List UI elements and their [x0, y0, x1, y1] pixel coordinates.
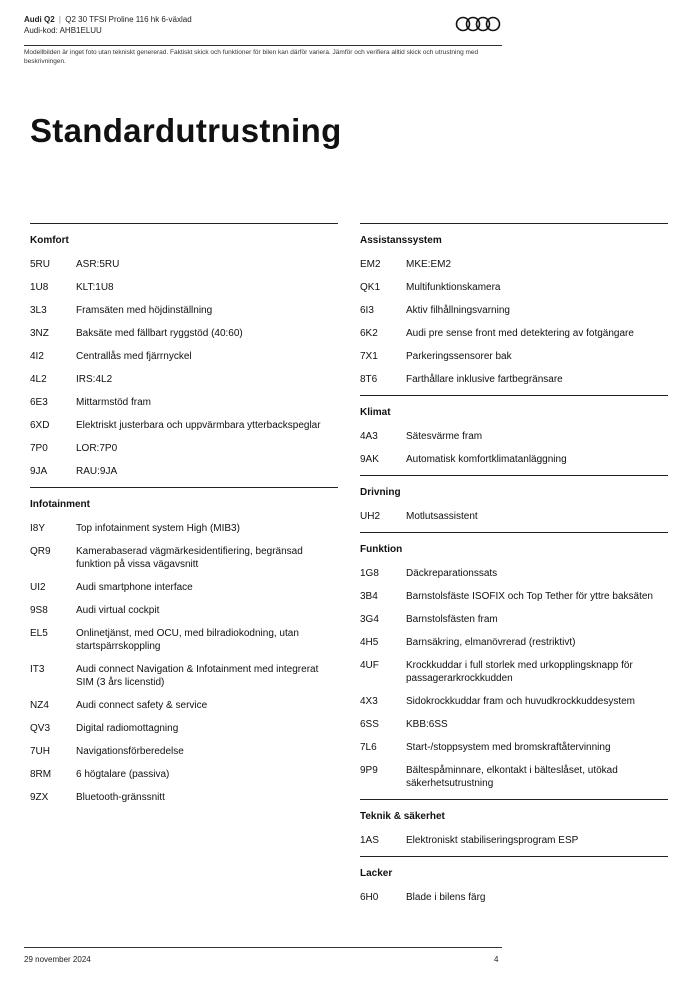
equipment-description: Bluetooth-gränssnitt	[76, 792, 165, 803]
equipment-description: Audi virtual cockpit	[76, 605, 160, 616]
equipment-description: Centrallås med fjärrnyckel	[76, 351, 192, 362]
equipment-description: Elektroniskt stabiliseringsprogram ESP	[406, 835, 579, 846]
equipment-description: KBB:6SS	[406, 719, 448, 730]
equipment-section	[360, 475, 668, 532]
equipment-code: QR9	[30, 546, 51, 557]
equipment-code: 9P9	[360, 765, 378, 776]
equipment-description: Barnstolsfästen fram	[406, 614, 498, 625]
equipment-code: 9AK	[360, 454, 379, 465]
equipment-code: 4I2	[30, 351, 44, 362]
equipment-description: MKE:EM2	[406, 259, 452, 270]
left-column	[30, 223, 338, 813]
equipment-description: Aktiv filhållningsvarning	[406, 305, 510, 316]
page-number: 4	[494, 955, 499, 964]
vehicle-title-line	[24, 14, 502, 25]
equipment-description: Framsäten med höjdinställning	[76, 305, 213, 316]
equipment-code: UH2	[360, 511, 381, 522]
equipment-item	[30, 299, 338, 322]
equipment-code: 8T6	[360, 374, 378, 385]
equipment-description: 6 högtalare (passiva)	[76, 769, 170, 780]
equipment-item	[360, 276, 668, 299]
equipment-description: Krockkuddar i full storlek med urkopplingsknapp för passagerarkrockkudden	[406, 660, 633, 684]
equipment-description: Start-/stoppsystem med bromskraftåtervinning	[406, 742, 611, 753]
equipment-code: 4X3	[360, 696, 378, 707]
equipment-section	[360, 856, 668, 913]
equipment-description: Mittarmstöd fram	[76, 397, 152, 408]
equipment-item	[360, 713, 668, 736]
equipment-code: 3NZ	[30, 328, 49, 339]
equipment-item	[360, 505, 668, 528]
equipment-description: Farthållare inklusive fartbegränsare	[406, 374, 563, 385]
equipment-description: Barnsäkring, elmanövrerad (restriktivt)	[406, 637, 576, 648]
model-name: Audi Q2	[24, 15, 55, 24]
equipment-code: 6E3	[30, 397, 48, 408]
equipment-code: 7UH	[30, 746, 51, 757]
equipment-description: LOR:7P0	[76, 443, 118, 454]
equipment-code: 4H5	[360, 637, 379, 648]
section-title: Drivning	[360, 487, 401, 498]
equipment-item	[360, 585, 668, 608]
equipment-description: Barnstolsfäste ISOFIX och Top Tether för yttre baksäten	[406, 591, 653, 602]
equipment-description: Automatisk komfortklimatanläggning	[406, 454, 567, 465]
equipment-item	[360, 736, 668, 759]
equipment-description: Audi smartphone interface	[76, 582, 193, 593]
equipment-item	[30, 345, 338, 368]
equipment-code: I8Y	[30, 523, 46, 534]
header-divider	[24, 45, 502, 46]
equipment-item	[360, 759, 668, 795]
disclaimer-text: Modellbilden är inget foto utan tekniskt genererad. Faktiskt skick och funktioner för bilen kan därför variera. Jämför och verifiera alltid skick och utrustning med beskrivningen.	[24, 49, 479, 65]
equipment-description: Audi pre sense front med detektering av fotgängare	[406, 328, 634, 339]
equipment-section	[30, 223, 338, 487]
equipment-code: 3B4	[360, 591, 378, 602]
footer-date: 29 november 2024	[24, 955, 91, 964]
equipment-item	[360, 654, 668, 690]
equipment-description: ASR:5RU	[76, 259, 120, 270]
equipment-item	[30, 517, 338, 540]
equipment-item	[360, 608, 668, 631]
equipment-description: Parkeringssensorer bak	[406, 351, 512, 362]
equipment-item	[360, 631, 668, 654]
equipment-item	[360, 368, 668, 391]
equipment-description: Kamerabaserad vägmärkesidentifiering, begränsad funktion på vissa vägavsnitt	[76, 546, 303, 570]
section-title: Funktion	[360, 544, 403, 555]
equipment-description: KLT:1U8	[76, 282, 114, 293]
title-separator: |	[58, 15, 61, 24]
equipment-item	[30, 763, 338, 786]
equipment-description: Onlinetjänst, med OCU, med bilradiokodning, utan startspärrskoppling	[76, 628, 299, 652]
equipment-code: 7P0	[30, 443, 48, 454]
equipment-description: Sidokrockkuddar fram och huvudkrockkuddesystem	[406, 696, 635, 707]
equipment-code: 7X1	[360, 351, 378, 362]
audi-code: Audi-kod: AHB1ELUU	[24, 26, 102, 35]
equipment-description: Bältespåminnare, elkontakt i bälteslåset, utökad säkerhetsutrustning	[406, 765, 618, 789]
equipment-item	[360, 448, 668, 471]
equipment-code: 6H0	[360, 892, 379, 903]
equipment-code: 4UF	[360, 660, 379, 671]
right-column	[360, 223, 668, 913]
equipment-code: 1AS	[360, 835, 379, 846]
equipment-description: Audi connect safety & service	[76, 700, 208, 711]
equipment-description: Top infotainment system High (MIB3)	[76, 523, 240, 534]
equipment-section	[360, 532, 668, 799]
equipment-code: 6SS	[360, 719, 379, 730]
model-variant: Q2 30 TFSI Proline 116 hk 6-växlad	[65, 15, 192, 24]
equipment-item	[360, 829, 668, 852]
equipment-item	[30, 391, 338, 414]
equipment-item	[360, 345, 668, 368]
equipment-item	[30, 437, 338, 460]
equipment-code: 1G8	[360, 568, 379, 579]
equipment-code: 9JA	[30, 466, 48, 477]
equipment-code: 1U8	[30, 282, 49, 293]
equipment-code: 4A3	[360, 431, 378, 442]
equipment-description: Elektriskt justerbara och uppvärmbara ytterbackspeglar	[76, 420, 321, 431]
equipment-code: 7L6	[360, 742, 377, 753]
equipment-item	[360, 299, 668, 322]
equipment-item	[30, 368, 338, 391]
equipment-code: 5RU	[30, 259, 51, 270]
equipment-item	[30, 276, 338, 299]
equipment-item	[30, 717, 338, 740]
equipment-code: 6XD	[30, 420, 50, 431]
footer-divider	[24, 947, 502, 948]
equipment-code: IT3	[30, 664, 45, 675]
equipment-code: 9S8	[30, 605, 48, 616]
equipment-code: EM2	[360, 259, 381, 270]
equipment-section	[360, 395, 668, 475]
equipment-section	[360, 223, 668, 395]
equipment-description: Sätesvärme fram	[406, 431, 483, 442]
page-title: Standardutrustning	[30, 112, 342, 149]
section-title: Klimat	[360, 407, 391, 418]
equipment-description: Motlutsassistent	[406, 511, 478, 522]
equipment-item	[30, 658, 338, 694]
equipment-code: QK1	[360, 282, 381, 293]
equipment-item	[360, 886, 668, 909]
equipment-item	[30, 576, 338, 599]
equipment-description: Blade i bilens färg	[406, 892, 486, 903]
equipment-code: 8RM	[30, 769, 52, 780]
section-title: Teknik & säkerhet	[360, 811, 445, 822]
section-title: Assistanssystem	[360, 235, 442, 246]
equipment-description: Digital radiomottagning	[76, 723, 179, 734]
equipment-code: 3G4	[360, 614, 379, 625]
equipment-item	[30, 786, 338, 809]
equipment-description: Navigationsförberedelse	[76, 746, 184, 757]
section-title: Infotainment	[30, 499, 90, 510]
audi-rings-icon	[455, 16, 501, 32]
equipment-description: Baksäte med fällbart ryggstöd (40:60)	[76, 328, 243, 339]
equipment-item	[30, 694, 338, 717]
equipment-description: RAU:9JA	[76, 466, 118, 477]
equipment-code: QV3	[30, 723, 51, 734]
equipment-item	[360, 425, 668, 448]
equipment-description: Däckreparationssats	[406, 568, 498, 579]
equipment-item	[30, 540, 338, 576]
section-title: Lacker	[360, 868, 393, 879]
equipment-item	[30, 322, 338, 345]
equipment-description: Audi connect Navigation & Infotainment med integrerat SIM (3 års licenstid)	[76, 664, 319, 688]
equipment-section	[30, 487, 338, 813]
equipment-item	[30, 740, 338, 763]
equipment-item	[30, 622, 338, 658]
equipment-item	[30, 460, 338, 483]
equipment-code: 3L3	[30, 305, 47, 316]
equipment-code: EL5	[30, 628, 48, 639]
equipment-code: NZ4	[30, 700, 49, 711]
equipment-description: IRS:4L2	[76, 374, 113, 385]
document-header	[24, 14, 502, 36]
equipment-item	[360, 562, 668, 585]
equipment-description: Multifunktionskamera	[406, 282, 501, 293]
section-title: Komfort	[30, 235, 69, 246]
equipment-item	[360, 322, 668, 345]
equipment-code: 9ZX	[30, 792, 49, 803]
equipment-code: 4L2	[30, 374, 47, 385]
equipment-item	[30, 414, 338, 437]
equipment-item	[30, 253, 338, 276]
equipment-code: UI2	[30, 582, 46, 593]
equipment-code: 6I3	[360, 305, 374, 316]
equipment-code: 6K2	[360, 328, 378, 339]
equipment-item	[360, 253, 668, 276]
equipment-item	[360, 690, 668, 713]
equipment-section	[360, 799, 668, 856]
equipment-item	[30, 599, 338, 622]
